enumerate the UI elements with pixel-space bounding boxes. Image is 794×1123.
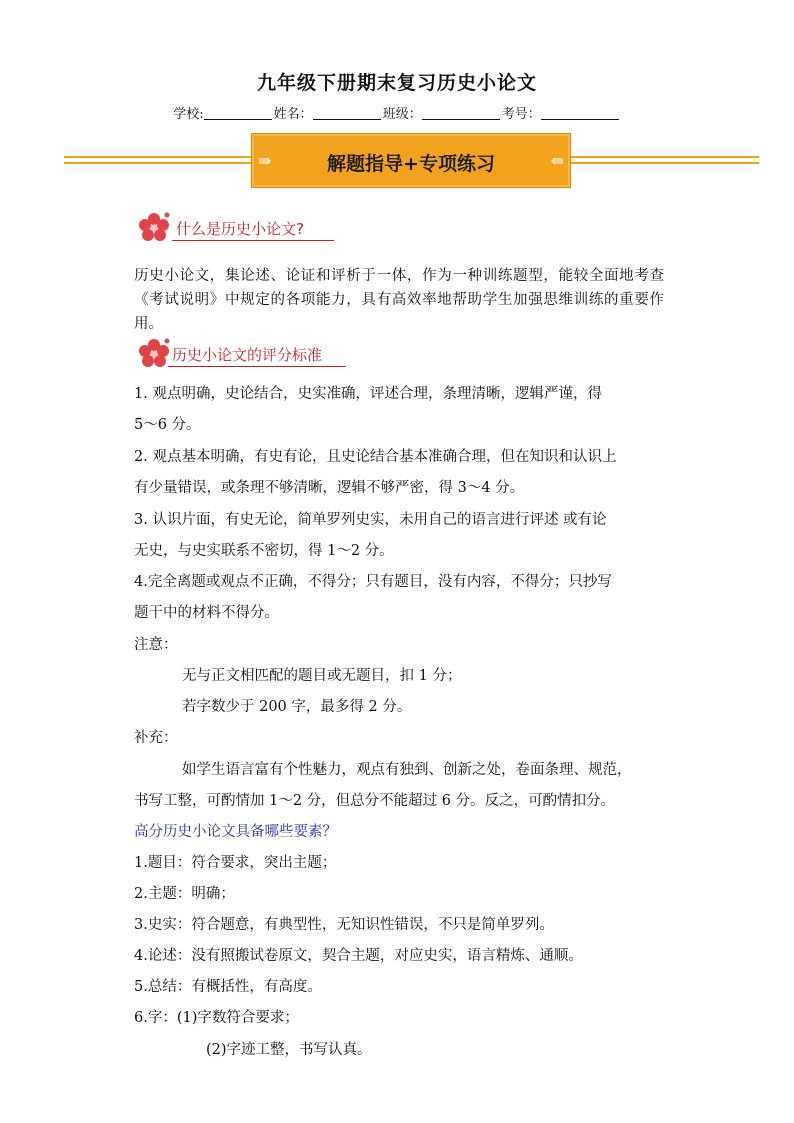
banner-rule-right-bottom xyxy=(571,162,759,164)
section-heading-criteria xyxy=(136,336,356,376)
banner-rule-left-bottom xyxy=(64,162,251,164)
criteria-2-line-2: 有少量错误，或条理不够清晰，逻辑不够严密，得 3～4 分。 xyxy=(134,480,525,496)
criteria-4-line-2: 题干中的材料不得分。 xyxy=(134,605,279,621)
student-info-line xyxy=(0,103,794,122)
section-heading-label: 什么是历史小论文? xyxy=(176,220,304,238)
section-heading-label: 历史小论文的评分标准 xyxy=(172,346,323,364)
supplement-line-1: 如学生语言富有个性魅力，观点有独到、创新之处，卷面条理、规范， xyxy=(182,762,632,778)
elements-item: 5.总结：有概括性，有高度。 xyxy=(134,979,322,995)
elements-item: 2.主题：明确； xyxy=(134,886,235,902)
banner-rule-left-top xyxy=(64,156,251,158)
elements-item: (2)字迹工整，书写认真。 xyxy=(206,1042,372,1058)
section-banner xyxy=(251,133,571,188)
elements-item: 3.史实：符合题意，有典型性，无知识性错误，不只是简单罗列。 xyxy=(134,917,554,933)
criteria-3-line-1: 3. 认识片面，有史无论，简单罗列史实，未用自己的语言进行评述 或有论 xyxy=(134,512,607,528)
elements-item: 1.题目：符合要求，突出主题； xyxy=(134,855,337,871)
section-heading-underline xyxy=(168,366,346,367)
name-blank[interactable] xyxy=(313,107,381,120)
supplement-line-2: 书写工整，可酌情加 1～2 分，但总分不能超过 6 分。反之，可酌情扣分。 xyxy=(134,793,616,809)
number-blank[interactable] xyxy=(541,107,619,120)
page-title: 九年级下册期末复习历史小论文 xyxy=(256,72,537,94)
criteria-3-line-2: 无史，与史实联系不密切，得 1～2 分。 xyxy=(134,543,394,559)
name-label: 姓名： xyxy=(273,107,313,122)
section-heading-underline xyxy=(172,240,334,241)
note-item: 若字数少于 200 字，最多得 2 分。 xyxy=(182,699,412,715)
elements-item: 6.字：(1)字数符合要求； xyxy=(134,1010,299,1026)
banner-text: 解题指导+专项练习 xyxy=(327,153,495,175)
note-heading: 注意： xyxy=(134,637,178,653)
school-label: 学校: xyxy=(173,107,204,122)
double-chevron-right-icon: ⇛ xyxy=(258,151,272,170)
number-label: 考号： xyxy=(501,107,541,122)
section-heading-what-is xyxy=(136,210,346,250)
class-label: 班级： xyxy=(382,107,422,122)
criteria-1-line-1: 1. 观点明确，史论结合，史实准确，评述合理，条理清晰，逻辑严谨，得 xyxy=(134,386,602,402)
double-chevron-left-icon: ⇚ xyxy=(550,151,564,170)
note-item: 无与正文相匹配的题目或无题目，扣 1 分； xyxy=(182,668,462,684)
elements-heading: 高分历史小论文具备哪些要素？ xyxy=(134,824,337,840)
banner-rule-right-top xyxy=(571,156,759,158)
criteria-4-line-1: 4.完全离题或观点不正确，不得分；只有题目，没有内容，不得分；只抄写 xyxy=(134,574,612,590)
intro-paragraph: 历史小论文，集论述、论证和评析于一体，作为一种训练题型，能较全面地考查《考试说明》中规定的各项能力，具有高效率地帮助学生加强思维训练的重要作用。 xyxy=(134,268,664,332)
elements-item: 4.论述：没有照搬试卷原文，契合主题，对应史实，语言精炼、通顺。 xyxy=(134,948,583,964)
criteria-1-line-2: 5～6 分。 xyxy=(134,417,201,433)
flower-icon xyxy=(136,336,172,370)
supplement-heading: 补充： xyxy=(134,730,178,746)
class-blank[interactable] xyxy=(422,107,500,120)
criteria-2-line-1: 2. 观点基本明确，有史有论，且史论结合基本准确合理，但在知识和认识上 xyxy=(134,449,617,465)
flower-icon xyxy=(136,210,172,244)
school-blank[interactable] xyxy=(204,107,272,120)
